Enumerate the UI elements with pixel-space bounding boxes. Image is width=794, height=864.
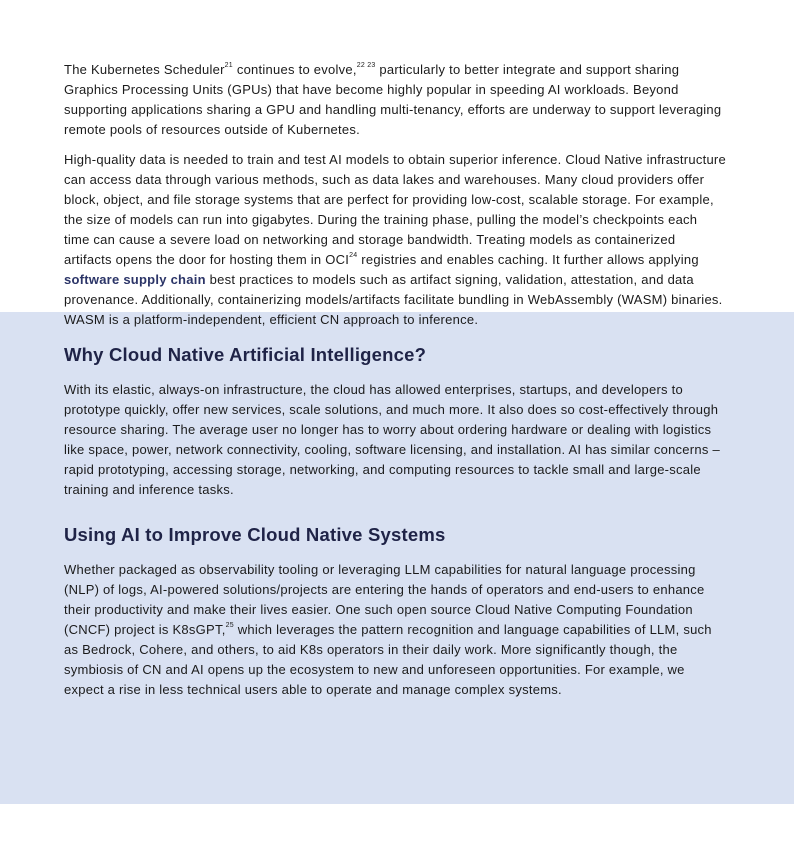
text: Whether packaged as observability tooling or leveraging LLM capabilities for natural language processing (NLP) of logs, AI-powered solutions/projects are entering the hands of operators and end-users to enhance their productivity and make their lives easier. One such open source Cloud Native Computing Foundation (CNCF) project is K8sGPT,	[64, 562, 705, 637]
text: High-quality data is needed to train and test AI models to obtain superior inference. Cloud Native infrastructure can access data through various methods, such as data lakes and warehouses. Many cloud providers offer block, object, and file storage systems that are perfect for providing low-cost, scalable storage. For example, the size of models can run into gigabytes. During the training phase, pulling the model’s checkpoints each time can cause a severe load on networking and storage bandwidth. Treating models as containerized artifacts opens the door for hosting them in OCI	[64, 152, 726, 267]
highlight-section	[0, 312, 794, 804]
text: best practices to models such as artifact signing, validation, attestation, and data provenance. Additionally, containerizing models/artifacts facilitate bundling in WebAssembly (WASM) binaries. WASM is a platform-independent, efficient CN approach to inference.	[64, 272, 723, 327]
section-heading-ai-for-cn: Using AI to Improve Cloud Native Systems	[64, 524, 446, 545]
footnote-ref[interactable]: 25	[225, 622, 234, 629]
paragraph-scheduler	[64, 60, 726, 140]
section-heading-why-cnai: Why Cloud Native Artificial Intelligence?	[64, 344, 427, 365]
software-supply-chain-link[interactable]: software supply chain	[64, 272, 206, 287]
text: continues to evolve,	[232, 62, 357, 77]
intro-section	[0, 0, 794, 327]
paragraph-why-cnai: With its elastic, always-on infrastructure, the cloud has allowed enterprises, startups, and developers to prototype quickly, offer new services, scale solutions, and much more. It also does so cost-effectively through resource sharing. The average user no longer has to worry about ordering hardware or dealing with logistics like space, power, network connectivity, cooling, software licensing, and installation. AI has similar concerns – rapid prototyping, accessing storage, networking, and computing resources to tackle small and large-scale training and inference tasks.	[64, 382, 720, 497]
text: particularly to better integrate and support sharing Graphics Processing Units (GPUs) that have become highly popular in speeding AI workloads. Beyond supporting applications sharing a GPU and handling multi-tenancy, efforts are underway to support leveraging remote pools of resources outside of Kubernetes.	[64, 62, 722, 137]
paragraph-ai-for-cn	[64, 560, 726, 700]
footnote-ref[interactable]: 22 23	[356, 62, 376, 69]
footnote-ref[interactable]: 21	[224, 62, 233, 69]
text: The Kubernetes Scheduler	[64, 62, 225, 77]
footnote-ref[interactable]: 24	[349, 252, 358, 259]
paragraph-data	[64, 150, 726, 330]
text: registries and enables caching. It further allows applying	[357, 252, 699, 267]
text: which leverages the pattern recognition and language capabilities of LLM, such as Bedrock, Cohere, and others, to aid K8s operators in their daily work. More significantly though, the symbiosis of CN and AI opens up the ecosystem to new and unforeseen opportunities. For example, we expect a rise in less technical users able to operate and manage complex systems.	[64, 622, 712, 697]
